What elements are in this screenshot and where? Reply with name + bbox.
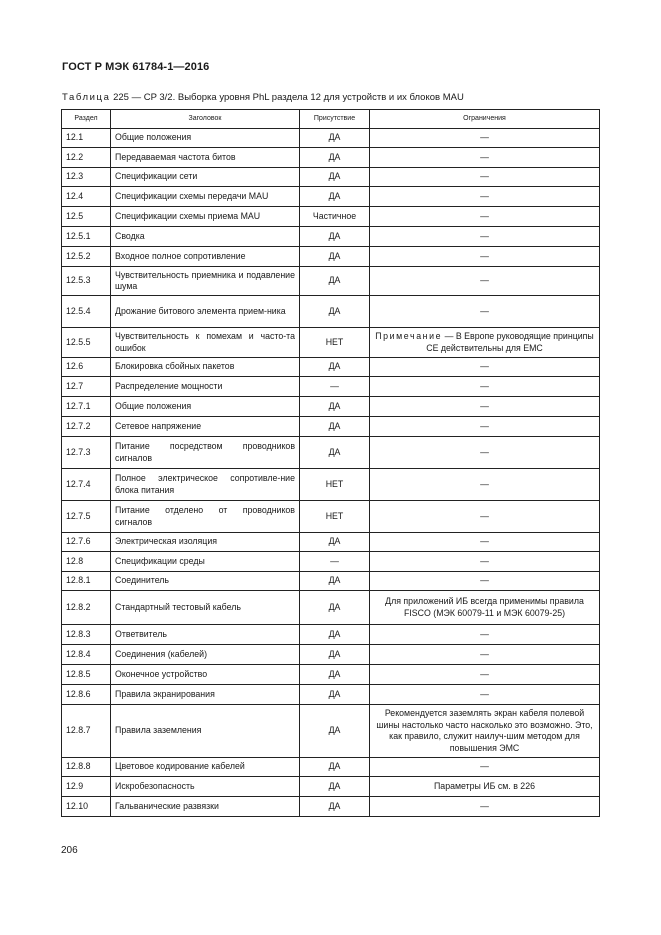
table-row	[62, 552, 600, 572]
cell-limits: —	[370, 296, 600, 328]
cell-limits: —	[370, 437, 600, 469]
cell-presence: ДА	[300, 129, 370, 148]
table-row	[62, 267, 600, 296]
cell-presence: ДА	[300, 625, 370, 645]
cell-presence: ДА	[300, 685, 370, 705]
cell-title: Передаваемая частота битов	[111, 148, 300, 168]
table-row	[62, 572, 600, 591]
cell-title: Гальванические развязки	[111, 797, 300, 817]
cell-title: Спецификации схемы передачи MAU	[111, 187, 300, 207]
table-header-row	[62, 110, 600, 129]
cell-title: Стандартный тестовый кабель	[111, 591, 300, 625]
cell-title: Спецификации среды	[111, 552, 300, 572]
column-header-limits: Ограничения	[370, 110, 600, 129]
cell-section: 12.8	[62, 552, 111, 572]
cell-limits: Параметры ИБ см. в 226	[370, 777, 600, 797]
cell-section: 12.7.6	[62, 533, 111, 552]
table-row	[62, 437, 600, 469]
cell-presence: —	[300, 552, 370, 572]
cell-limits: Для приложений ИБ всегда применимы правила FISCO (МЭК 60079-11 и МЭК 60079-25)	[370, 591, 600, 625]
cell-limits	[370, 328, 600, 358]
cell-presence: НЕТ	[300, 501, 370, 533]
cell-title: Искробезопасность	[111, 777, 300, 797]
cell-section: 12.8.5	[62, 665, 111, 685]
cell-limits: —	[370, 552, 600, 572]
cell-presence: ДА	[300, 797, 370, 817]
table-row	[62, 797, 600, 817]
cell-section: 12.1	[62, 129, 111, 148]
cell-presence: НЕТ	[300, 469, 370, 501]
cell-title: Ответвитель	[111, 625, 300, 645]
table-row	[62, 625, 600, 645]
cell-limits: Рекомендуется заземлять экран кабеля полевой шины настолько часто насколько это возможно. Это, как правило, служит наилуч-шим методом для повышения ЭМС	[370, 705, 600, 758]
table-row	[62, 685, 600, 705]
cell-presence: Частичное	[300, 207, 370, 227]
cell-presence: ДА	[300, 148, 370, 168]
cell-section: 12.8.2	[62, 591, 111, 625]
table-row	[62, 227, 600, 247]
cell-presence: ДА	[300, 777, 370, 797]
cell-section: 12.9	[62, 777, 111, 797]
table-row	[62, 501, 600, 533]
cell-presence: ДА	[300, 758, 370, 777]
table-row	[62, 645, 600, 665]
cell-title: Спецификации схемы приема MAU	[111, 207, 300, 227]
table-caption	[62, 92, 464, 103]
table-row	[62, 397, 600, 417]
cell-section: 12.5	[62, 207, 111, 227]
cell-title: Чувствительность к помехам и часто-та ошибок	[111, 328, 300, 358]
table-row	[62, 207, 600, 227]
cell-section: 12.5.2	[62, 247, 111, 267]
cell-presence: ДА	[300, 397, 370, 417]
cell-section: 12.6	[62, 358, 111, 377]
cell-section: 12.3	[62, 168, 111, 187]
cell-section: 12.5.3	[62, 267, 111, 296]
cell-section: 12.5.4	[62, 296, 111, 328]
cell-limits: —	[370, 469, 600, 501]
cell-presence: ДА	[300, 187, 370, 207]
cell-title: Правила экранирования	[111, 685, 300, 705]
cell-title: Чувствительность приемника и подавление шума	[111, 267, 300, 296]
cell-limits: —	[370, 227, 600, 247]
cell-section: 12.7.3	[62, 437, 111, 469]
cell-section: 12.7.2	[62, 417, 111, 437]
column-header-section: Раздел	[62, 110, 111, 129]
cell-limits: —	[370, 358, 600, 377]
table-row	[62, 469, 600, 501]
cell-presence: ДА	[300, 358, 370, 377]
cell-limits: —	[370, 377, 600, 397]
table-row	[62, 129, 600, 148]
cell-title: Дрожание битового элемента прием-ника	[111, 296, 300, 328]
cell-limits: —	[370, 797, 600, 817]
table-row	[62, 417, 600, 437]
cell-section: 12.2	[62, 148, 111, 168]
cell-section: 12.8.1	[62, 572, 111, 591]
cell-title: Спецификации сети	[111, 168, 300, 187]
cell-presence: ДА	[300, 296, 370, 328]
cell-title: Входное полное сопротивление	[111, 247, 300, 267]
cell-presence: ДА	[300, 417, 370, 437]
table-row	[62, 148, 600, 168]
cell-limits: —	[370, 417, 600, 437]
cell-title: Питание отделено от проводников сигналов	[111, 501, 300, 533]
cell-section: 12.4	[62, 187, 111, 207]
cell-section: 12.7.5	[62, 501, 111, 533]
cell-section: 12.7	[62, 377, 111, 397]
spec-table	[61, 109, 600, 817]
cell-presence: ДА	[300, 665, 370, 685]
cell-limits: —	[370, 758, 600, 777]
cell-limits: —	[370, 397, 600, 417]
cell-section: 12.8.7	[62, 705, 111, 758]
cell-presence: ДА	[300, 572, 370, 591]
cell-limits: —	[370, 645, 600, 665]
cell-presence: ДА	[300, 705, 370, 758]
table-row	[62, 328, 600, 358]
column-header-title: Заголовок	[111, 110, 300, 129]
cell-section: 12.8.6	[62, 685, 111, 705]
cell-limits: —	[370, 625, 600, 645]
cell-section: 12.10	[62, 797, 111, 817]
cell-presence: ДА	[300, 437, 370, 469]
cell-section: 12.7.1	[62, 397, 111, 417]
cell-title: Оконечное устройство	[111, 665, 300, 685]
cell-title: Общие положения	[111, 397, 300, 417]
cell-title: Сетевое напряжение	[111, 417, 300, 437]
cell-presence: ДА	[300, 591, 370, 625]
cell-presence: ДА	[300, 227, 370, 247]
table-row	[62, 168, 600, 187]
cell-presence: ДА	[300, 533, 370, 552]
table-row	[62, 591, 600, 625]
document-header: ГОСТ Р МЭК 61784-1—2016	[62, 61, 210, 73]
table-row	[62, 187, 600, 207]
cell-presence: НЕТ	[300, 328, 370, 358]
cell-section: 12.7.4	[62, 469, 111, 501]
cell-limits: —	[370, 665, 600, 685]
cell-limits: —	[370, 572, 600, 591]
cell-title: Полное электрическое сопротивле-ние блока питания	[111, 469, 300, 501]
cell-limits: —	[370, 533, 600, 552]
page-number: 206	[61, 845, 78, 856]
column-header-presence: Присутствие	[300, 110, 370, 129]
cell-presence: ДА	[300, 645, 370, 665]
cell-title: Общие положения	[111, 129, 300, 148]
table-row	[62, 377, 600, 397]
caption-label: Таблица	[62, 92, 111, 103]
cell-limits: —	[370, 207, 600, 227]
table-row	[62, 296, 600, 328]
cell-title: Питание посредством проводников сигналов	[111, 437, 300, 469]
cell-presence: ДА	[300, 168, 370, 187]
table-row	[62, 358, 600, 377]
table-row	[62, 777, 600, 797]
cell-section: 12.5.1	[62, 227, 111, 247]
cell-title: Соединения (кабелей)	[111, 645, 300, 665]
cell-section: 12.5.5	[62, 328, 111, 358]
cell-title: Сводка	[111, 227, 300, 247]
cell-limits: —	[370, 187, 600, 207]
cell-limits: —	[370, 148, 600, 168]
table-row	[62, 705, 600, 758]
cell-title: Распределение мощности	[111, 377, 300, 397]
cell-limits: —	[370, 247, 600, 267]
cell-presence: ДА	[300, 247, 370, 267]
table-row	[62, 665, 600, 685]
cell-title: Электрическая изоляция	[111, 533, 300, 552]
table-row	[62, 533, 600, 552]
cell-section: 12.8.4	[62, 645, 111, 665]
cell-presence: ДА	[300, 267, 370, 296]
note-label: Примечание	[375, 331, 443, 341]
cell-title: Блокировка сбойных пакетов	[111, 358, 300, 377]
table-row	[62, 758, 600, 777]
note-text: — В Европе руководящие принципы CE действительны для EMC	[426, 331, 594, 353]
cell-limits: —	[370, 501, 600, 533]
cell-limits: —	[370, 168, 600, 187]
cell-title: Правила заземления	[111, 705, 300, 758]
cell-title: Цветовое кодирование кабелей	[111, 758, 300, 777]
cell-presence: —	[300, 377, 370, 397]
caption-text: 225 — CP 3/2. Выборка уровня PhL раздела 12 для устройств и их блоков MAU	[113, 92, 464, 103]
cell-section: 12.8.8	[62, 758, 111, 777]
cell-limits: —	[370, 685, 600, 705]
table-row	[62, 247, 600, 267]
cell-limits: —	[370, 267, 600, 296]
cell-title: Соединитель	[111, 572, 300, 591]
cell-section: 12.8.3	[62, 625, 111, 645]
cell-limits: —	[370, 129, 600, 148]
